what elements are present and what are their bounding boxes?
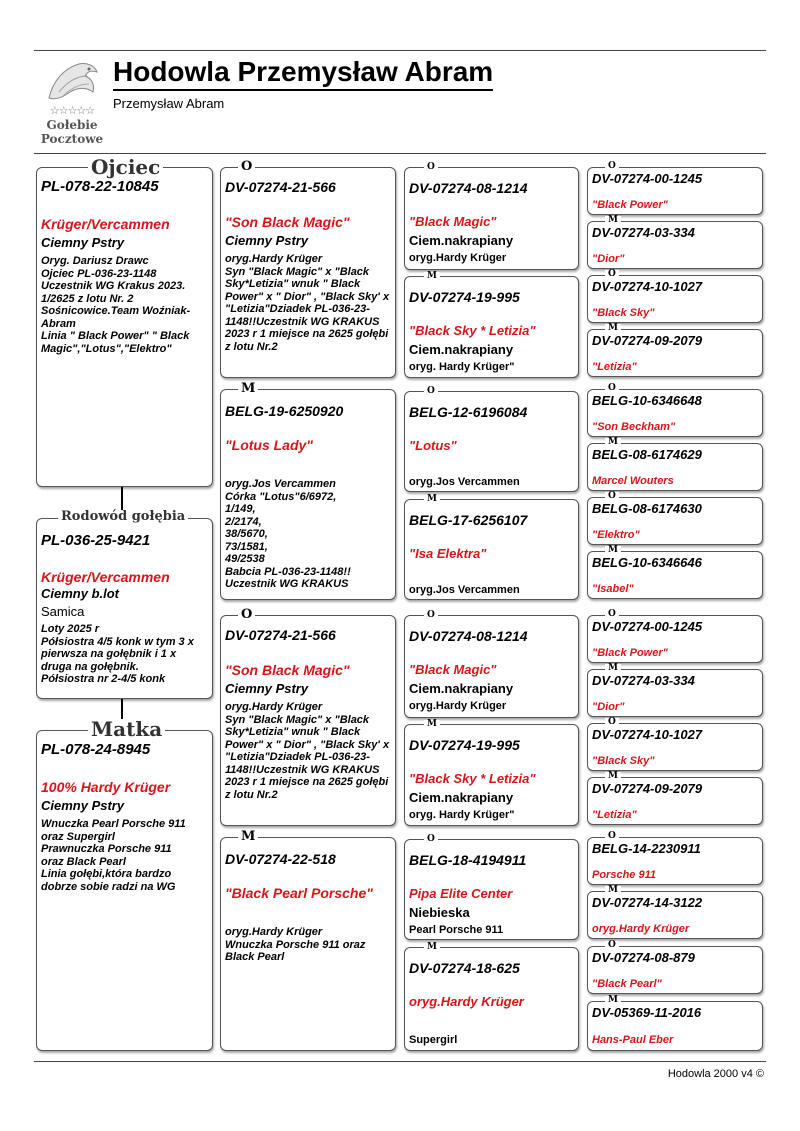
gen3-name: "Black Magic" (409, 214, 497, 229)
gen4-card[interactable] (587, 891, 763, 939)
gen4-ring: DV-07274-03-334 (592, 673, 695, 688)
gen4-card[interactable] (587, 551, 763, 599)
gen3-color: Ciem.nakrapiany (409, 233, 514, 248)
gen4-label: M (605, 216, 621, 225)
gen3-card[interactable] (404, 167, 579, 270)
gen4-label: O (605, 610, 619, 619)
gen3-ring: DV-07274-19-995 (409, 737, 520, 753)
gen3-info: Pearl Porsche 911 (409, 924, 504, 936)
gen4-label: O (605, 832, 619, 841)
gen4-card[interactable] (587, 1001, 763, 1051)
gen2-name: "Son Black Magic" (225, 662, 350, 678)
gen3-info: oryg.Hardy Krüger (409, 252, 507, 264)
mother-ring: PL-078-24-8945 (41, 741, 151, 758)
gen4-name: "Black Sky" (592, 755, 655, 767)
gen3-info: Supergirl (409, 1034, 458, 1046)
gen2-info: oryg.Hardy Krüger Wnuczka Porsche 911 oraz Black Pearl (225, 926, 366, 963)
gen3-label: O (424, 163, 438, 172)
gen2-ring: BELG-19-6250920 (225, 403, 344, 419)
main-ring: PL-036-25-9421 (41, 532, 151, 549)
main-label: Rodowód gołębia (58, 510, 188, 523)
gen4-ring: DV-07274-00-1245 (592, 171, 703, 186)
club-logo (37, 56, 107, 148)
gen3-color: Ciem.nakrapiany (409, 681, 514, 696)
gen3-name: "Lotus" (409, 438, 457, 453)
gen3-name: "Black Sky * Letizia" (409, 323, 536, 338)
gen4-ring: DV-07274-10-1027 (592, 279, 703, 294)
gen2-label: O (238, 608, 255, 621)
gen4-card[interactable] (587, 443, 763, 491)
gen4-ring: DV-07274-09-2079 (592, 333, 703, 348)
footer-rule (34, 1061, 766, 1062)
gen3-info: oryg.Jos Vercammen (409, 584, 520, 596)
gen4-ring: BELG-08-6174629 (592, 447, 702, 462)
gen2-ring: DV-07274-21-566 (225, 627, 336, 643)
gen4-ring: BELG-14-2230911 (592, 841, 701, 856)
gen3-info: oryg. Hardy Krüger" (409, 809, 515, 821)
gen4-card[interactable] (587, 615, 763, 663)
gen4-ring: DV-07274-08-879 (592, 950, 695, 965)
gen2-info: oryg.Jos Vercammen Córka "Lotus"6/6972, 1/149, 2/2174, 38/5670, 73/1581, 49/2538 Babcia PL-036-23-1148!! Uczestnik WG KRAKUS (225, 478, 351, 590)
gen3-name: "Black Sky * Letizia" (409, 771, 536, 786)
gen4-card[interactable] (587, 669, 763, 717)
gen4-card[interactable] (587, 167, 763, 215)
gen3-label: M (424, 720, 440, 729)
gen4-card[interactable] (587, 329, 763, 377)
gen3-name: "Black Magic" (409, 662, 497, 677)
gen4-name: "Black Pearl" (592, 978, 662, 990)
gen4-ring: DV-07274-00-1245 (592, 619, 703, 634)
gen4-card[interactable] (587, 221, 763, 269)
father-info: Oryg. Dariusz Drawc Ojciec PL-036-23-1148 Uczestnik WG Krakus 2023. 1/2625 z lotu Nr. 2 Sośnicowice.Team Woźniak-Abram Linia " Black Power" " Black Magic","Lotus","Elektro" (41, 255, 191, 355)
gen3-ring: BELG-18-4194911 (409, 852, 527, 868)
main-pigeon-card[interactable] (36, 518, 213, 699)
father-card[interactable] (36, 167, 213, 487)
gen2-label: M (238, 382, 258, 395)
main-info: Loty 2025 r Półsiostra 4/5 konk w tym 3 x pierwsza na gołębnik i 1 x druga na gołębnik. Półsiostra nr 2-4/5 konk (41, 623, 194, 685)
gen4-name: oryg.Hardy Krüger (592, 923, 690, 935)
logo-stars: ☆☆☆☆☆ (49, 105, 95, 117)
father-color: Ciemny Pstry (41, 235, 125, 250)
gen4-name: Marcel Wouters (592, 475, 674, 487)
gen4-label: M (605, 324, 621, 333)
gen4-label: O (605, 718, 619, 727)
gen3-card[interactable] (404, 276, 579, 378)
gen3-label: M (424, 943, 440, 952)
gen3-card[interactable] (404, 499, 579, 600)
mother-label: Matka (88, 719, 165, 739)
gen3-color: Ciem.nakrapiany (409, 342, 514, 357)
gen3-card[interactable] (404, 615, 579, 718)
gen4-label: O (605, 270, 619, 279)
gen4-label: M (605, 546, 621, 555)
gen4-label: O (605, 492, 619, 501)
page-subtitle: Przemysław Abram (113, 96, 225, 111)
gen4-name: "Dior" (592, 701, 625, 713)
gen2-card[interactable] (220, 389, 396, 600)
gen3-card[interactable] (404, 839, 579, 940)
gen3-ring: BELG-12-6196084 (409, 404, 528, 420)
gen3-name: "Isa Elektra" (409, 546, 487, 561)
pigeon-logo-icon (45, 58, 101, 104)
mother-info: Wnuczka Pearl Porsche 911 oraz Supergirl Prawnuczka Porsche 911 oraz Black Pearl Linia gołębi,która bardzo dobrze sobie radzi na WG (41, 818, 186, 893)
gen3-label: O (424, 611, 438, 620)
footer-credit: Hodowla 2000 v4 © (667, 1068, 764, 1080)
gen4-name: "Elektro" (592, 529, 640, 541)
gen3-ring: DV-07274-08-1214 (409, 628, 528, 644)
gen3-info: oryg. Hardy Krüger" (409, 361, 515, 373)
gen4-name: "Dior" (592, 253, 625, 265)
gen3-card[interactable] (404, 947, 579, 1051)
gen2-name: "Black Pearl Porsche" (225, 885, 373, 901)
gen4-ring: BELG-08-6174630 (592, 501, 702, 516)
gen3-ring: DV-07274-08-1214 (409, 180, 528, 196)
gen3-color: Ciem.nakrapiany (409, 790, 514, 805)
gen4-label: M (605, 438, 621, 447)
gen3-color: Niebieska (409, 905, 470, 920)
gen4-label: O (605, 941, 619, 950)
gen2-ring: DV-07274-21-566 (225, 179, 336, 195)
gen4-name: Porsche 911 (592, 869, 657, 881)
mother-card[interactable] (36, 730, 213, 1051)
gen2-name: "Son Black Magic" (225, 214, 350, 230)
gen3-label: O (424, 387, 438, 396)
gen2-label: M (238, 830, 258, 843)
gen4-name: "Black Sky" (592, 307, 655, 319)
father-ring: PL-078-22-10845 (41, 178, 159, 195)
father-label: Ojciec (88, 157, 163, 177)
gen2-info: oryg.Hardy Krüger Syn "Black Magic" x "Black Sky*Letizia" wnuk " Black Power" x " Dior" , "Black Sky' x "Letizia"Dziadek PL-036-23-1148!!Uczestnik WG KRAKUS 2023 r 1 miejsce na 2625 gołębi z lotu Nr.2 (225, 701, 390, 801)
gen4-label: O (605, 384, 619, 393)
gen2-card[interactable] (220, 837, 396, 1051)
main-sex: Samica (41, 604, 85, 619)
page-title: Hodowla Przemysław Abram (113, 56, 493, 91)
gen2-card[interactable] (220, 167, 396, 378)
gen4-ring: BELG-10-6346648 (592, 393, 702, 408)
gen3-label: M (424, 495, 440, 504)
gen4-card[interactable] (587, 777, 763, 825)
gen2-color: Ciemny Pstry (225, 681, 309, 696)
gen2-ring: DV-07274-22-518 (225, 851, 336, 867)
top-rule (34, 50, 766, 51)
gen4-name: "Isabel" (592, 583, 634, 595)
gen4-ring: DV-07274-10-1027 (592, 727, 703, 742)
gen4-name: "Black Power" (592, 647, 668, 659)
gen4-label: M (605, 996, 621, 1005)
gen3-ring: BELG-17-6256107 (409, 512, 528, 528)
mother-color: Ciemny Pstry (41, 798, 125, 813)
gen4-ring: BELG-10-6346646 (592, 555, 702, 570)
gen3-info: oryg.Hardy Krüger (409, 700, 507, 712)
gen3-label: M (424, 272, 440, 281)
gen4-name: "Son Beckham" (592, 421, 676, 433)
gen4-card[interactable] (587, 497, 763, 545)
gen4-card[interactable] (587, 275, 763, 323)
gen3-info: oryg.Jos Vercammen (409, 476, 520, 488)
logo-text-line1: Gołebie (46, 118, 98, 132)
gen4-ring: DV-07274-14-3122 (592, 895, 703, 910)
gen3-ring: DV-07274-19-995 (409, 289, 520, 305)
gen4-name: Hans-Paul Eber (592, 1034, 674, 1046)
gen4-ring: DV-05369-11-2016 (592, 1005, 702, 1020)
gen3-name: oryg.Hardy Krüger (409, 994, 524, 1009)
gen2-color: Ciemny Pstry (225, 233, 309, 248)
gen4-label: M (605, 772, 621, 781)
header-rule (34, 153, 766, 154)
gen4-card[interactable] (587, 389, 763, 437)
gen2-name: "Lotus Lady" (225, 437, 313, 453)
gen4-label: O (605, 162, 619, 171)
gen4-card[interactable] (587, 723, 763, 771)
gen4-ring: DV-07274-09-2079 (592, 781, 703, 796)
father-name: Krüger/Vercammen (41, 216, 170, 232)
gen3-name: Pipa Elite Center (409, 886, 513, 901)
gen4-card[interactable] (587, 946, 763, 994)
gen3-label: O (424, 835, 438, 844)
gen3-ring: DV-07274-18-625 (409, 960, 520, 976)
gen4-ring: DV-07274-03-334 (592, 225, 695, 240)
gen3-card[interactable] (404, 724, 579, 826)
gen4-label: M (605, 664, 621, 673)
gen3-card[interactable] (404, 391, 579, 492)
main-name: Krüger/Vercammen (41, 569, 170, 585)
gen4-name: "Black Power" (592, 199, 668, 211)
gen4-label: M (605, 886, 621, 895)
gen2-card[interactable] (220, 615, 396, 826)
gen2-label: O (238, 160, 255, 173)
gen4-name: "Letizia" (592, 361, 637, 373)
mother-name: 100% Hardy Krüger (41, 779, 171, 795)
logo-text-line2: Pocztowe (40, 132, 104, 146)
main-color: Ciemny b.lot (41, 586, 120, 601)
gen4-name: "Letizia" (592, 809, 637, 821)
gen2-info: oryg.Hardy Krüger Syn "Black Magic" x "Black Sky*Letizia" wnuk " Black Power" x " Dior" , "Black Sky' x "Letizia"Dziadek PL-036-23-1148!!Uczestnik WG KRAKUS 2023 r 1 miejsce na 2625 gołębi z lotu Nr.2 (225, 253, 390, 353)
gen4-card[interactable] (587, 837, 763, 885)
